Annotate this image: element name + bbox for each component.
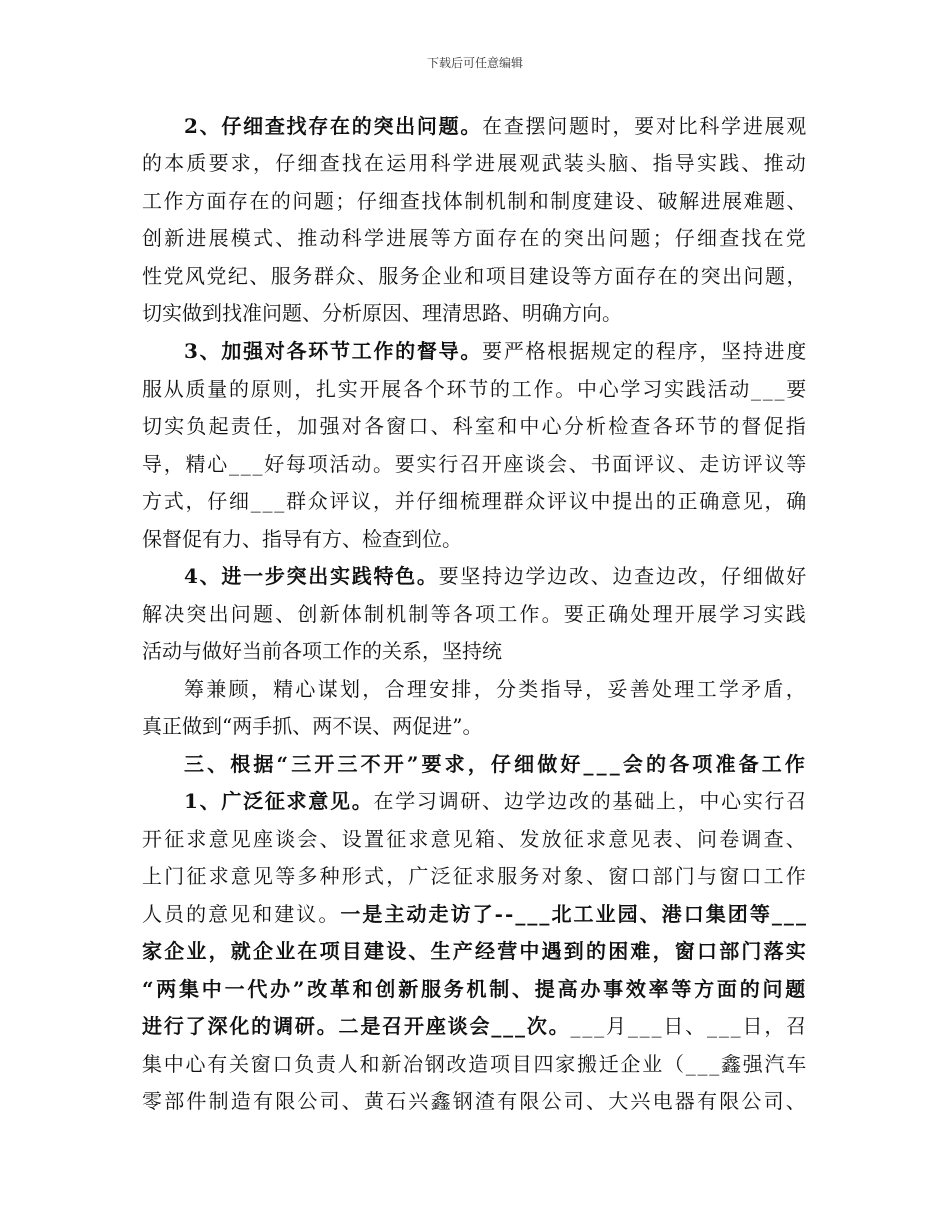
text-line [142, 638, 502, 664]
text-line [142, 901, 808, 927]
bold-text: 三、根据“三开三不开”要求，仔细做好___会的各项准备工作 [184, 752, 808, 776]
text-line [142, 413, 808, 439]
text-run: 在查摆问题时，要对比科学进展观 [482, 114, 808, 138]
text-run: 开征求意见座谈会、设置征求意见箱、发放征求意见表、问卷调查、 [142, 827, 808, 851]
text-line [142, 1051, 808, 1077]
text-run: 切实负起责任，加强对各窗口、科室和中心分析检查各环节的督促指 [142, 414, 808, 438]
text-line [142, 263, 808, 289]
text-run: 性党风党纪、服务群众、服务企业和项目建设等方面存在的突出问题， [142, 264, 808, 288]
text-run: 要坚持边学边改、边查边改，仔细做好 [438, 564, 808, 588]
text-run: 创新进展模式、推动科学进展等方面存在的突出问题；仔细查找在党 [142, 226, 808, 250]
text-line [142, 713, 482, 739]
text-run: ___月___日、___日，召 [570, 1014, 808, 1038]
text-line [142, 863, 808, 889]
text-run: 保督促有力、指导有方、检查到位。 [142, 527, 462, 551]
bold-text: 家企业，就企业在项目建设、生产经营中遇到的困难，窗口部门落实 [142, 939, 808, 963]
text-run: 导，精心___好每项活动。要实行召开座谈会、书面评议、走访评议等 [142, 452, 808, 476]
text-line [184, 676, 808, 702]
bold-text: 1、广泛征求意见。 [184, 789, 374, 813]
text-run: 人员的意见和建议。 [142, 902, 341, 926]
text-line [142, 976, 808, 1002]
text-run: 切实做到找准问题、分析原因、理清思路、明确方向。 [142, 301, 622, 325]
text-run: 活动与做好当前各项工作的关系，坚持统 [142, 639, 502, 663]
text-line [142, 488, 808, 514]
text-run: 方式，仔细___群众评议，并仔细梳理群众评议中提出的正确意见，确 [142, 489, 808, 513]
text-line [184, 788, 808, 814]
text-line [142, 1013, 808, 1039]
text-line [184, 563, 808, 589]
text-run: 集中心有关窗口负责人和新冶钢改造项目四家搬迁企业（___鑫强汽车 [142, 1052, 808, 1076]
text-line [142, 826, 808, 852]
text-line [142, 150, 808, 176]
page-header: 下载后可任意编辑 [426, 56, 523, 70]
bold-text: 2、仔细查找存在的突出问题。 [184, 114, 483, 138]
text-line [184, 113, 808, 139]
text-line [142, 451, 808, 477]
text-run: 在学习调研、边学边改的基础上，中心实行召 [373, 789, 809, 813]
text-line [142, 601, 808, 627]
text-line [142, 225, 808, 251]
text-run: 真正做到“两手抓、两不误、两促进”。 [142, 714, 483, 738]
text-run: 解决突出问题、创新体制机制等各项工作。要正确处理开展学习实践 [142, 602, 808, 626]
text-line [142, 300, 622, 326]
text-run: 的本质要求，仔细查找在运用科学进展观武装头脑、指导实践、推动 [142, 151, 808, 175]
bold-text: “两集中一代办”改革和创新服务机制、提高办事效率等方面的问题 [142, 977, 808, 1001]
text-run: 零部件制造有限公司、黄石兴鑫钢渣有限公司、大兴电器有限公司、 [142, 1089, 808, 1113]
text-run: 要严格根据规定的程序，坚持进度 [482, 339, 808, 363]
text-line [184, 338, 808, 364]
bold-text: 一是主动走访了--___北工业园、港口集团等___ [340, 902, 808, 926]
bold-text: 3、加强对各环节工作的督导。 [184, 339, 483, 363]
text-line [142, 1088, 808, 1114]
text-line [184, 751, 808, 777]
text-line [142, 376, 808, 402]
text-run: 上门征求意见等多种形式，广泛征求服务对象、窗口部门与窗口工作 [142, 864, 808, 888]
text-run: 服从质量的原则，扎实开展各个环节的工作。中心学习实践活动___要 [142, 377, 808, 401]
bold-text: 进行了深化的调研。二是召开座谈会___次。 [142, 1014, 571, 1038]
text-line [142, 526, 462, 552]
text-line [142, 938, 808, 964]
text-run: 工作方面存在的问题；仔细查找体制机制和制度建设、破解进展难题、 [142, 189, 808, 213]
text-line [142, 188, 808, 214]
text-run: 筹兼顾，精心谋划，合理安排，分类指导，妥善处理工学矛盾， [184, 677, 808, 701]
bold-text: 4、进一步突出实践特色。 [184, 564, 439, 588]
